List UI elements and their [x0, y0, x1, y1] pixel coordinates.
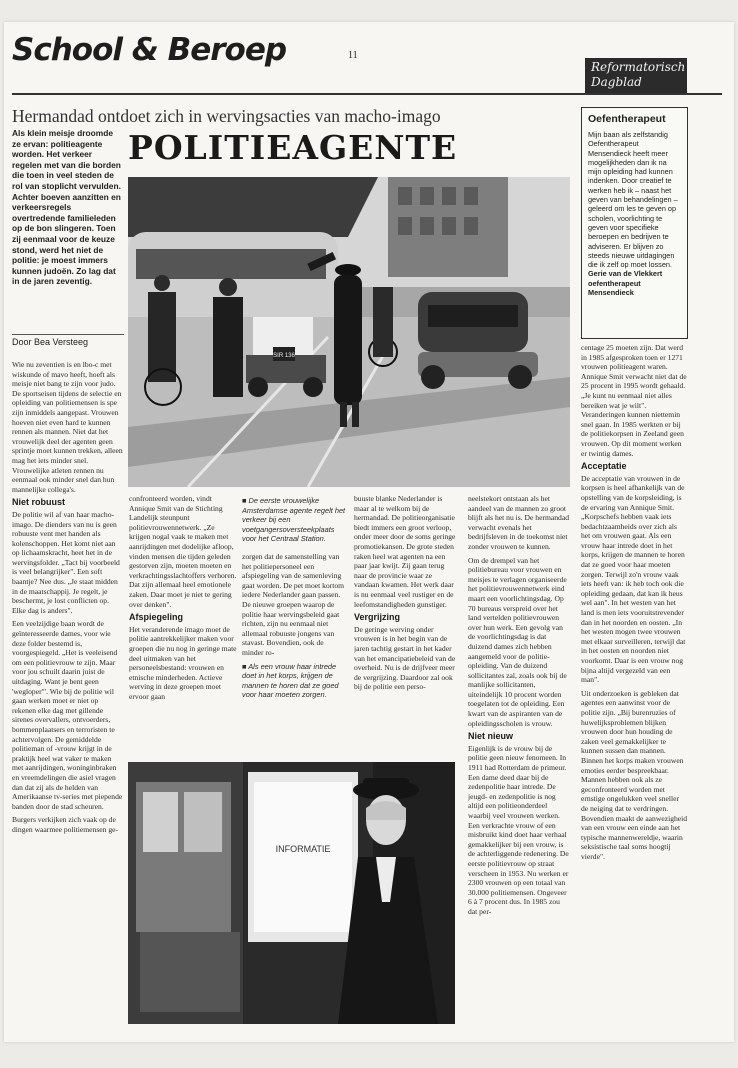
paragraph: neelstekort ontstaan als het aandeel van de mannen zo groot blijft als het nu is. De hermandad verwacht evenals het bedrijfsleven in de toekomst niet zonder vrouwen te kunnen. [468, 494, 570, 551]
subheading: Vergrijzing [354, 612, 401, 623]
subheading: Afspiegeling [129, 612, 184, 623]
section-title: School & Beroep [12, 32, 287, 68]
pull-quote: ■ Als een vrouw haar intrede doet in het korps, krijgen de mannen te horen dat ze goed voor haar moeten zorgen. [242, 661, 339, 700]
ad-signature-role: oefentherapeut Mensendieck [588, 278, 641, 298]
article-intro: Als klein meisje droomde ze ervan: politieagente worden. Het verkeer regelen met van die borden die toen in veel steden de rol van stoplicht vervulden. Achter boeven aanzitten en verkeersregels overtredende familieleden op de bon slingeren. Toen zij eenmaal voor de keuze stond, werd het niet de politie: je moest immers kunnen judoën. Zo lag dat in de jaren zeventig. [12, 128, 121, 287]
subheading: Niet robuust [12, 497, 65, 508]
paragraph: Het veranderende imago moet de politie aantrekkelijker maken voor groepen die nu nog in geringe mate deel uitmaken van het personeelsbestand: vrouwen en etnische minderheden. Actieve werving in deze groepen moet ervoor gaan [129, 624, 237, 701]
paragraph: Een veelzijdige baan wordt de geïnteresseerde dames, voor wie deze folder bestemd is, voorgespiegeld. „Het is veeleisend om een politievrouw te zijn. Maar voor jou schuilt daarin juist de uitdaging. Want je bent geen 'wegloper'". Wie bij de politie wil gaan werken moet er niet op rekenen elke dag met gillende sirenes overvallers, ontvoerders, bommenplaatsers en terroristen te achtervolgen. De gemiddelde politieman of -vrouw krijgt in de praktijk heel wat vaker te maken met aanrijdingen, woninginbraken en vreemdelingen die asiel vragen dan dat zij als de helden van Amerikaanse tv-series met piepende banden door de stad scheuren. [12, 619, 123, 811]
ad-body: Mijn baan als zelfstandig Oefentherapeut Mensendieck heeft meer mogelijkheden dan ik na mijn opleiding had kunnen indenken. Door creatief te werken heb ik – naast het geven van behandelingen – geleerd om les te geven op scholen, voorlichting te geven voor specifieke beroepen en bedrijven te adviseren. Er blijven zo steeds nieuwe uitdagingen die ik zelf op moet lossen. [588, 130, 678, 270]
paragraph: Eigenlijk is de vrouw bij de politie geen nieuw fenomeen. In 1911 had Rotterdam de primeur. Een dame deed daar bij de zedenpolitie haar intrede. De jeugd- en zedenpolitie is nog altijd een politieonderdeel waarbij veel vrouwen werken. Een verkrachte vrouw of een misbruikt kind doet haar verhaal gemakkelijker bij een vrouw, is de achterliggende redenering. De eerste politievrouw op straat verscheen in 1953. Nu werken er 2300 vrouwen op een totaal van 30.000 politiemensen. Ongeveer 6 à 7 procent dus. In 1985 zou dat per- [468, 743, 569, 916]
ad-title: Oefentherapeut [588, 113, 666, 125]
paragraph: Uit onderzoeken is gebleken dat agentes een aanwinst voor de politie zijn. „Bij burenruzies of huwelijksproblemen blijken vrouwen door hun houding de zaken veel gemakkelijker te kunnen sussen dan mannen. Binnen het korps maken vrouwen emoties eerder bespreekbaar. Mannen hebben ook als ze geconfronteerd worden met ernstige ongelukken veel sneller de neiging dat te verdringen. Bovendien maakt de aanwezigheid van een vrouw een einde aan het typische mannenwereldje, waarin seksistische taal soms hoogtij vierde". [581, 688, 688, 861]
paragraph: centage 25 moeten zijn. Dat werd in 1985 afgesproken toen er 1271 vrouwen politieagent waren. Annique Smit verwacht niet dat de 25 procent in 1995 wordt gehaald. „Je kunt nu eenmaal niet alles bereiken wat je wilt". Veranderingen kunnen niettemin snel gaan. In 1985 werkten er bij de politiekorpsen in Zeeland geen vrouwen. Op dit moment werken er twintig dames. [581, 343, 687, 458]
paragraph: confronteerd worden, vindt Annique Smit van de Stichting Landelijk steunpunt politievrouwennetwerk. „Ze krijgen nogal vaak te maken met aanrijdingen met dodelijke afloop, vinden mensen die tijden geleden gestorven zijn, moeten moeten en verkrachtingsslachtoffers verhoren. Dat zijn allemaal heel emotionele zaken. Daar moet je niet te gering over denken". [129, 494, 237, 609]
article-headline: POLITIEAGENTE [128, 128, 458, 167]
paragraph: De geringe werving onder vrouwen is in het begin van de jaren tachtig gestart in het kader van het emancipatiebeleid van de overheid. Nu is de drijfveer meer de vergrijzing. Daardoor zal ook bij de politie een perso- [354, 624, 456, 692]
paragraph: Burgers verkijken zich vaak op de dingen waarmee politiemensen ge- [12, 815, 119, 834]
masthead-line2: Dagblad [591, 75, 642, 89]
subheading: Niet nieuw [468, 731, 514, 742]
article-column-2 [129, 494, 237, 757]
header-rule [12, 93, 722, 95]
paragraph: Om de drempel van het politiebureau voor vrouwen en meisjes te verlagen organiseerde het politievrouwennetwerk eind maart een voorlichtingsdag. Op 70 bureaus verspreid over het land vertelden politievrouwen over hun werk. Een gevolg van de voorlichtingsdag is dat duizend dames zich hebben aangemeld voor de politie-opleiding. Van de duizend sollicitantes zal, zoals ook bij de manlijke sollicitanten, uiteindelijk 10 procent worden toegelaten tot de opleiding. Een kwart van de aspiranten van de opleidingsscholen is vrouw. [468, 555, 567, 728]
paragraph: Wie nu zeventien is en lbo-c met wiskunde of mavo heeft, hoeft als meisje niet bang te zijn voor judo. De sportseisen tijdens de selectie en opleiding van politiemensen is spe zijn inmiddels aangepast. Vrouwen hoeven niet even hard te kunnen rennen als mannen. Niet dat het vrouwelijk deel der agenten geen sprintje moet kunnen trekken, alleen mag het iets minder snel. Vrouwelijke atleten rennen nu eenmaal ook minder snel dan hun mannelijke collega's. [12, 360, 123, 494]
paragraph: zorgen dat de samenstelling van het politiepersoneel een afspiegeling van de samenleving gaat worden. De pet moet kortom iedere Nederlander gaan passen. De nieuwe groepen waarop de politie haar wervingsbeleid gaat richten, zijn nu eenmaal niet allemaal robuuste jongens van stavast. Bovendien, ook de minder ro- [242, 551, 345, 657]
subheading: Acceptatie [581, 461, 627, 472]
photo-caption: ■ De eerste vrouwelijke Amsterdamse agente regelt het verkeer bij een voetgangersoversteekplaats voor het Centraal Station. [242, 496, 346, 544]
photo-policewoman-traffic [128, 177, 570, 487]
article-kicker: Hermandad ontdoet zich in wervingsacties van macho-imago [12, 106, 441, 126]
paragraph: De acceptatie van vrouwen in de korpsen is heel afhankelijk van de opstelling van de korpsleiding, is de ervaring van Annique Smit. „Korpschefs hebben vaak iets bedachtzaamheids over zich als het om vrouwen gaat. Als een vrouw haar intrede doet in het korps, krijgen de mannen te horen dat ze goed voor haar moeten zorgen. Terwijl zo'n vrouw vaak iets heeft van: ik heb toch ook die opleiding gedaan, dat kan ik heus wel aan". In het westen van het land is men iets vooruitstrevender dan in het noorden en oosten. „In het westen mogen twee vrouwen met elkaar surveilleren, terwijl dat in het oosten en noorden niet voorkomt. Daar is een vrouw nog bijna altijd vergezeld van een man". [581, 473, 686, 685]
page-number: 11 [348, 50, 358, 61]
article-column-3 [242, 494, 346, 757]
article-column-5 [468, 494, 570, 1024]
photo-uniform-mannequin [128, 762, 455, 1024]
cart-plate: SIR 136 [273, 353, 295, 359]
sign-informatie: INFORMATIE [275, 844, 331, 854]
paragraph: buuste blanke Nederlander is maar al te welkom bij de hermandad. De politieorganisatie biedt immers een groot verloop, onder meer door de soms geringe promotiekansen. De grote steden raken heel wat agenten na een paar jaar kwijt. Zij gaan terug naar de provincie waar ze vandaan kwamen. Het werk daar is nu eenmaal veel rustiger en de leefomstandigheden gunstiger. [354, 494, 456, 609]
masthead-line1: Reformatorisch [591, 60, 686, 74]
masthead-logo [585, 58, 687, 94]
advertisement-box [581, 107, 688, 339]
paragraph: De politie wil af van haar macho-imago. De dienders van nu is geen robuuste vent met handen als kolenschoppen. Het komt niet aan op lichaamskracht, heet het in de wervingsfolder. „Tact bij voorbeeld is veel belangrijker". Een soft baantje? Nee dus. „Je staat midden in de maatschappij. Je regelt, je beschermt, je lost conflicten op. Elke dag is anders". [12, 509, 120, 615]
article-column-1 [12, 360, 123, 1025]
ad-signature-name: Gerie van de Vlekkert [588, 269, 663, 279]
article-column-4 [354, 494, 459, 757]
article-byline: Door Bea Versteeg [12, 334, 124, 347]
article-column-6 [581, 343, 688, 1025]
